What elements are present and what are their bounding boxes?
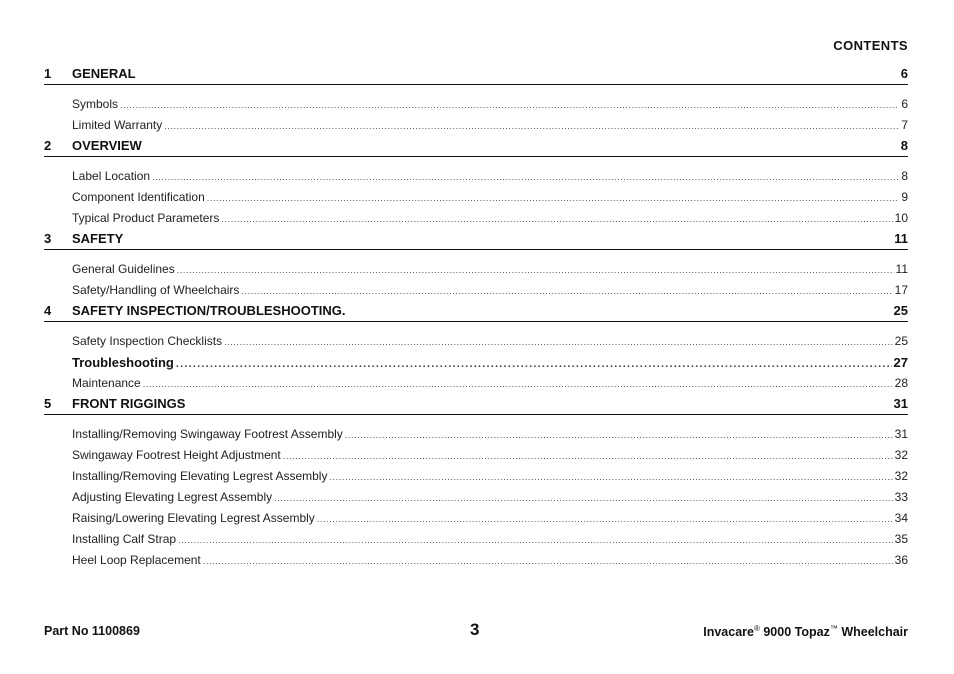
entry-page: 35 bbox=[894, 532, 908, 546]
entry-title: Limited Warranty bbox=[72, 118, 163, 132]
entry-title: Safety/Handling of Wheelchairs bbox=[72, 283, 240, 297]
section-page: 31 bbox=[893, 396, 908, 411]
page-number: 3 bbox=[470, 620, 480, 639]
toc-entry[interactable] bbox=[72, 508, 908, 529]
section-title: GENERAL bbox=[72, 66, 136, 81]
section-number: 5 bbox=[44, 396, 52, 411]
section-number: 1 bbox=[44, 66, 52, 81]
entry-page: 27 bbox=[893, 355, 908, 370]
registered-mark: ® bbox=[753, 624, 760, 633]
toc-section-2 bbox=[44, 136, 908, 229]
entry-title: Raising/Lowering Elevating Legrest Assembly bbox=[72, 511, 315, 525]
dot-leader bbox=[317, 508, 893, 529]
entry-title: Installing/Removing Swingaway Footrest Assembly bbox=[72, 427, 343, 441]
toc-entry[interactable] bbox=[72, 166, 908, 187]
toc-section-4 bbox=[44, 301, 908, 394]
section-entries bbox=[44, 250, 908, 301]
section-heading[interactable] bbox=[44, 301, 908, 322]
dot-leader bbox=[283, 445, 893, 466]
part-number: Part No 1100869 bbox=[44, 624, 140, 638]
section-title: OVERVIEW bbox=[72, 138, 142, 153]
toc-entry[interactable] bbox=[72, 466, 908, 487]
model-name: 9000 Topaz bbox=[763, 625, 830, 640]
entry-title: Component Identification bbox=[72, 190, 205, 204]
entry-title: Heel Loop Replacement bbox=[72, 553, 201, 567]
entry-page: 32 bbox=[894, 469, 908, 483]
entry-title: Maintenance bbox=[72, 376, 141, 390]
dot-leader bbox=[164, 115, 899, 136]
entry-page: 6 bbox=[901, 97, 908, 111]
entry-title: Installing/Removing Elevating Legrest Assembly bbox=[72, 469, 328, 483]
dot-leader bbox=[329, 466, 892, 487]
trademark-mark: ™ bbox=[829, 624, 838, 633]
toc-entry[interactable] bbox=[72, 529, 908, 550]
entry-title: Installing Calf Strap bbox=[72, 532, 177, 546]
dot-leader bbox=[241, 280, 892, 301]
entry-page: 36 bbox=[894, 553, 908, 567]
dot-leader bbox=[274, 487, 893, 508]
section-entries bbox=[44, 85, 908, 136]
brand-name: Invacare bbox=[703, 625, 754, 640]
dot-leader bbox=[143, 373, 893, 394]
dot-leader bbox=[207, 187, 900, 208]
section-page: 8 bbox=[900, 138, 908, 153]
dot-leader bbox=[224, 331, 893, 352]
toc-entry[interactable] bbox=[72, 94, 908, 115]
entry-page: 7 bbox=[901, 118, 908, 132]
section-number: 4 bbox=[44, 303, 52, 318]
entry-title: Troubleshooting bbox=[72, 355, 174, 370]
dot-leader bbox=[176, 352, 892, 373]
section-page: 11 bbox=[894, 231, 908, 246]
dot-leader bbox=[177, 259, 894, 280]
dot-leader bbox=[120, 94, 899, 115]
entry-title: Symbols bbox=[72, 97, 119, 111]
toc-entry[interactable] bbox=[72, 115, 908, 136]
product-name bbox=[703, 624, 908, 639]
entry-page: 32 bbox=[894, 448, 908, 462]
section-number: 3 bbox=[44, 231, 52, 246]
entry-page: 8 bbox=[901, 169, 908, 183]
toc-entry[interactable] bbox=[72, 259, 908, 280]
entry-page: 11 bbox=[895, 262, 908, 276]
page-footer bbox=[44, 622, 908, 642]
toc-section-3 bbox=[44, 229, 908, 301]
section-heading[interactable] bbox=[44, 394, 908, 415]
dot-leader bbox=[345, 424, 893, 445]
dot-leader bbox=[203, 550, 893, 571]
entry-page: 28 bbox=[894, 376, 908, 390]
section-page: 6 bbox=[900, 66, 908, 81]
entry-page: 34 bbox=[894, 511, 908, 525]
toc-entry[interactable] bbox=[72, 187, 908, 208]
toc-entry[interactable] bbox=[72, 373, 908, 394]
entry-page: 10 bbox=[894, 211, 908, 225]
entry-title: Swingaway Footrest Height Adjustment bbox=[72, 448, 281, 462]
toc-entry[interactable] bbox=[72, 424, 908, 445]
section-entries bbox=[44, 322, 908, 394]
section-entries bbox=[44, 157, 908, 229]
section-heading[interactable] bbox=[44, 136, 908, 157]
entry-title: Typical Product Parameters bbox=[72, 211, 220, 225]
section-title: SAFETY bbox=[72, 231, 124, 246]
entry-page: 31 bbox=[894, 427, 908, 441]
toc-entry[interactable] bbox=[72, 331, 908, 352]
page-header-contents: CONTENTS bbox=[833, 38, 908, 53]
section-number: 2 bbox=[44, 138, 52, 153]
dot-leader bbox=[178, 529, 893, 550]
section-entries bbox=[44, 415, 908, 571]
entry-page: 17 bbox=[894, 283, 908, 297]
toc-section-5 bbox=[44, 394, 908, 571]
section-page: 25 bbox=[893, 303, 908, 318]
toc-entry[interactable] bbox=[72, 208, 908, 229]
section-title: SAFETY INSPECTION/TROUBLESHOOTING. bbox=[72, 303, 346, 318]
section-heading[interactable] bbox=[44, 229, 908, 250]
entry-page: 25 bbox=[894, 334, 908, 348]
entry-title: Label Location bbox=[72, 169, 151, 183]
toc-entry[interactable] bbox=[72, 445, 908, 466]
section-title: FRONT RIGGINGS bbox=[72, 396, 186, 411]
section-heading[interactable] bbox=[44, 64, 908, 85]
toc-entry[interactable] bbox=[72, 280, 908, 301]
toc-section-1 bbox=[44, 64, 908, 136]
toc-entry[interactable] bbox=[72, 487, 908, 508]
table-of-contents bbox=[44, 64, 908, 571]
dot-leader bbox=[221, 208, 892, 229]
entry-title: General Guidelines bbox=[72, 262, 175, 276]
entry-page: 9 bbox=[901, 190, 908, 204]
entry-page: 33 bbox=[894, 490, 908, 504]
product-suffix: Wheelchair bbox=[841, 625, 908, 640]
toc-entry[interactable] bbox=[72, 550, 908, 571]
toc-entry-troubleshooting[interactable] bbox=[72, 352, 908, 373]
entry-title: Safety Inspection Checklists bbox=[72, 334, 223, 348]
entry-title: Adjusting Elevating Legrest Assembly bbox=[72, 490, 273, 504]
dot-leader bbox=[152, 166, 899, 187]
